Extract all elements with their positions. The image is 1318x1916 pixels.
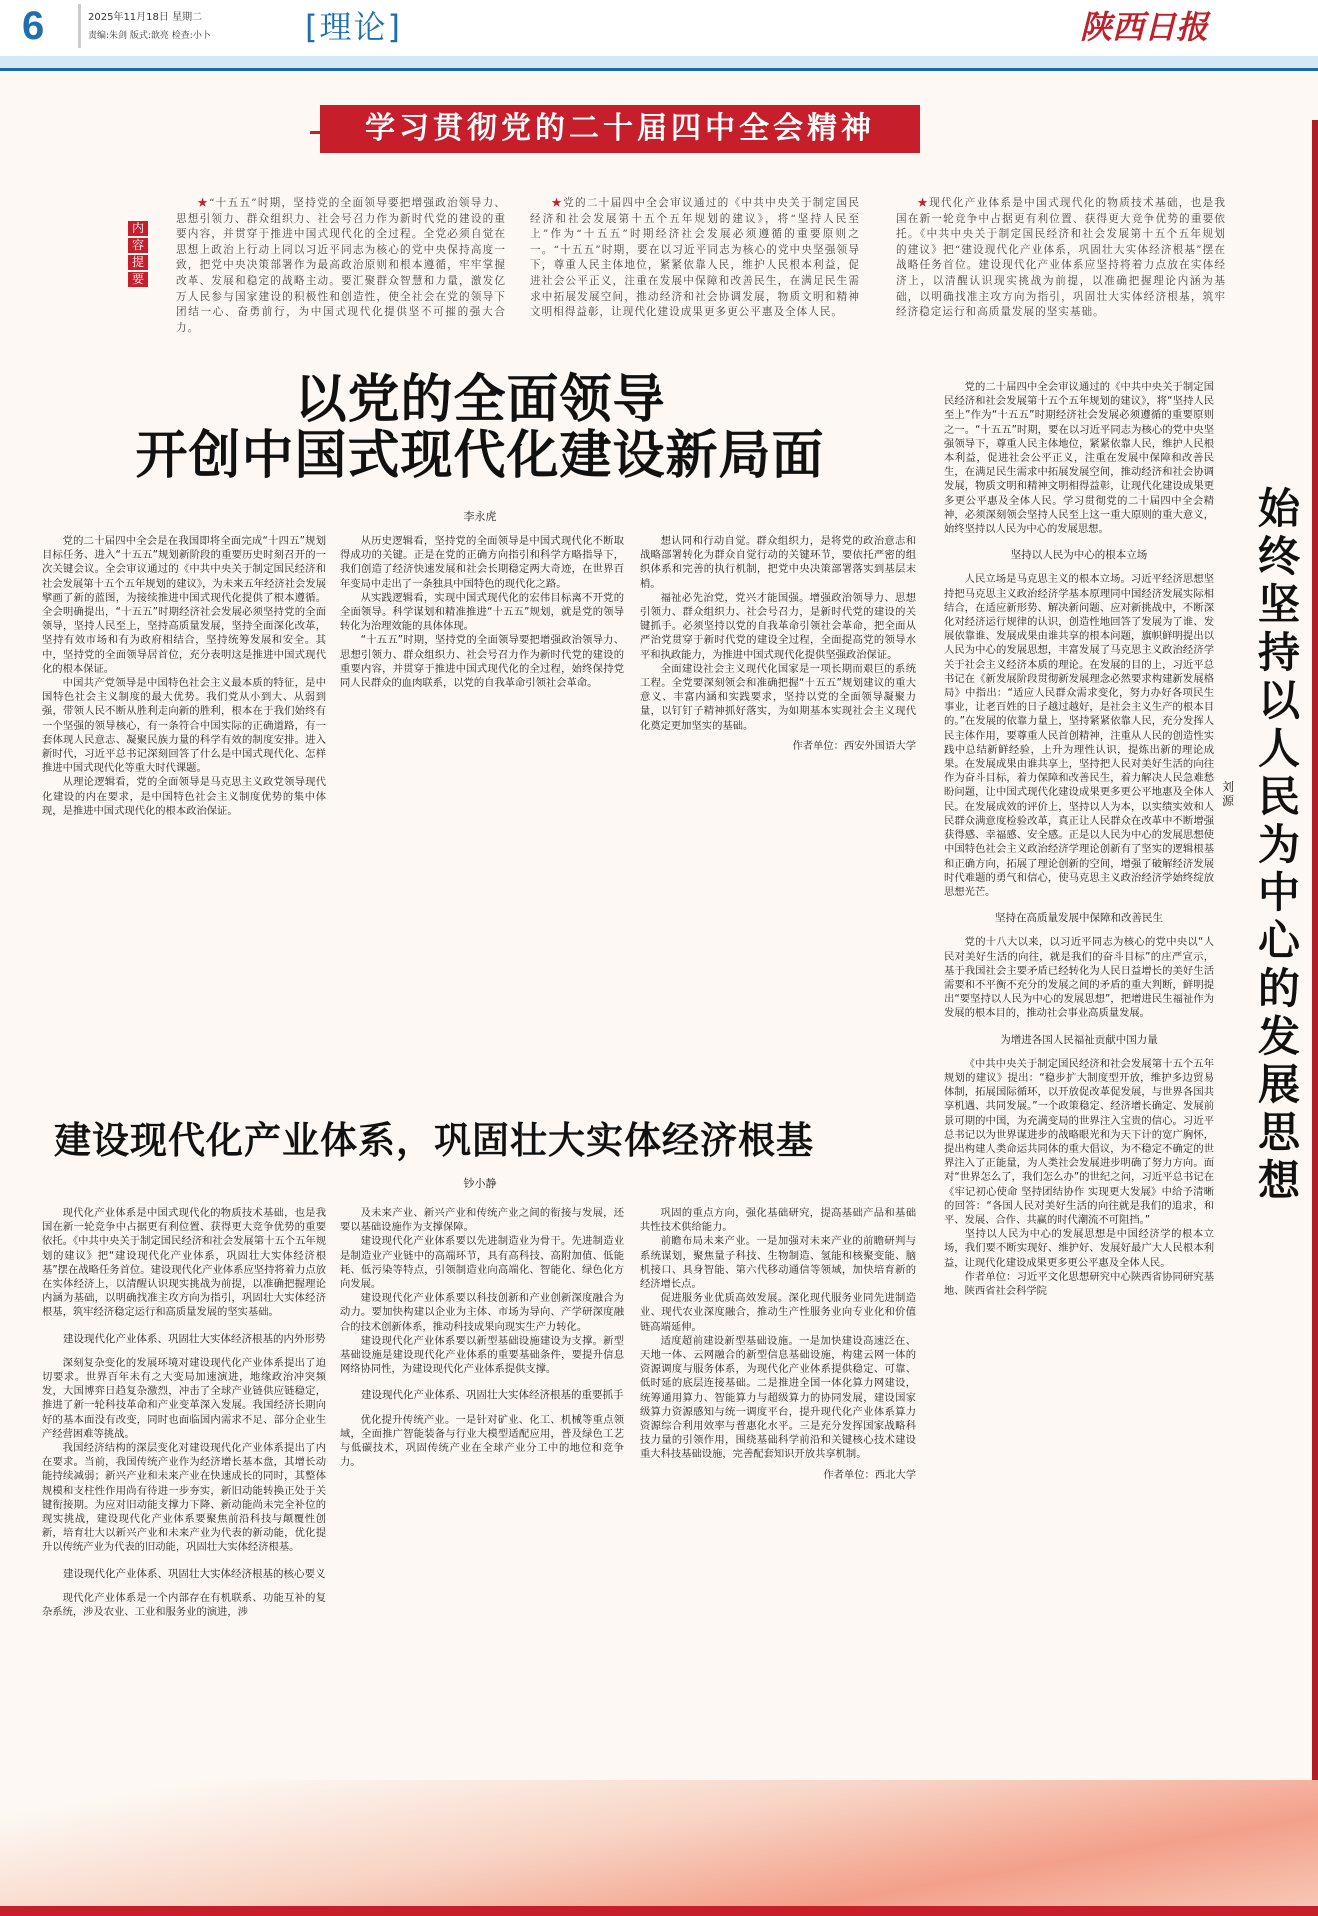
topic-banner: 学习贯彻党的二十届四中全会精神 [320, 105, 920, 153]
article1-col2 [340, 534, 624, 1074]
article2-headline: 建设现代化产业体系，巩固壮大实体经济根基 [54, 1119, 814, 1162]
star-icon: ★ [197, 197, 210, 209]
masthead [0, 0, 1318, 56]
paragraph: 巩固的重点方向，强化基础研究，提高基础产品和基础共性技术供给能力。 [640, 1207, 916, 1234]
paragraph: 现代化产业体系是一个内部存在有机联系、功能互补的复杂系统，涉及农业、工业和服务业的演进，涉 [42, 1591, 326, 1619]
masthead-band [0, 56, 1318, 68]
article1-headline: 以党的全面领导 开创中国式现代化建设新局面 [135, 370, 825, 486]
paper-logo: 陕西日报 [1080, 8, 1209, 46]
paragraph: 促进服务业优质高效发展。深化现代服务业同先进制造业、现代农业深度融合，推动生产性服务业向专业化和价值链高端延伸。 [640, 1292, 916, 1333]
paragraph: 建设现代化产业体系要以科技创新和产业创新深度融合为动力。要加快构建以企业为主体、市场为导向、产学研深度融合的技术创新体系，推动科技成果向现实生产力转化。 [340, 1292, 624, 1333]
paragraph: 前瞻布局未来产业。一是加强对未来产业的前瞻研判与系统谋划，聚焦量子科技、生物制造、氢能和核聚变能、脑机接口、具身智能、第六代移动通信等领域，加快培育新的经济增长点。 [640, 1235, 916, 1291]
paragraph: 优化提升传统产业。一是针对矿业、化工、机械等重点领域，全面推广智能装备与行业大模型适配应用，普及绿色工艺与低碳技术，巩固传统产业在全球产业分工中的地位和竞争力。 [340, 1413, 624, 1469]
article2-subheading: 建设现代化产业体系、巩固壮大实体经济根基的重要抓手 [361, 1389, 624, 1402]
paragraph: 党的二十届四中全会是在我国即将全面完成“十四五”规划目标任务、进入“十五五”规划新阶段的重要历史时刻召开的一次关键会议。全会审议通过的《中共中央关于制定国民经济和社会发展第十五个五年规划的建议》，为未来五年经济社会发展擘画了新的蓝图，为接续推进中国式现代化提供了根本遵循。全会明确提出，“十五五”时期经济社会发展必须坚持党的全面领导，坚持人民至上，坚持高质量发展，坚持全面深化改革，坚持有效市场和有为政府相结合，坚持统筹发展和安全。其中，坚持党的全面领导居首位，充分表明这是推进中国式现代化的根本保证。 [42, 535, 326, 675]
paragraph: 人民立场是马克思主义的根本立场。习近平经济思想坚持把马克思主义政治经济学基本原理同中国经济发展实际相结合，在适应新形势、解决新问题、应对新挑战中，不断深化对经济运行规律的认识，创造性地回答了发展为了谁、发展依靠谁、发展成果由谁共享的根本问题，旗帜鲜明提出以人民为中心的发展思想，丰富发展了马克思主义政治经济学关于社会主义经济本质的理论。在发展的目的上，习近平总书记在《新发展阶段贯彻新发展理念必然要求构建新发展格局》中指出：“适应人民群众需求变化，努力办好各项民生事业，让老百姓的日子越过越好，是社会主义生产的根本目的。”在发展的依靠力量上，坚持紧紧依靠人民，充分发挥人民主体作用，要尊重人民首创精神，注重从人民的创造性实践中总结新鲜经验，上升为理性认识，提炼出新的理论成果。在发展成果由谁共享上，坚持把人民对美好生活的向往作为奋斗目标，着力保障和改善民生，着力解决人民急难愁盼问题，让中国式现代化建设成果更多更公平地惠及全体人民。在发展成效的评价上，坚持以人为本，以实绩实效和人民群众满意度检验改革，真正让人民群众在改革中不断增强获得感、幸福感、安全感。正是以人民为中心的发展思想使中国特色社会主义政治经济学理论创新有了坚实的逻辑根基和正确方向，拓展了理论创新的空间，增强了破解经济发展时代难题的勇气和信心，使马克思主义政治经济学始终绽放思想光芒。 [944, 573, 1214, 898]
paragraph: 适度超前建设新型基础设施。一是加快建设高速泛在、天地一体、云网融合的新型信息基础设施，构建云网一体的资源调度与服务体系，为现代化产业体系提供稳定、可靠、低时延的底层连接基础。二是推进全国一体化算力网建设，统筹通用算力、智能算力与超级算力的协同发展，建设国家级算力资源感知与统一调度平台，提升现代化产业体系算力资源综合利用效率与普惠化水平。三是充分发挥国家战略科技力量的引领作用，围绕基础科学前沿和关键核心技术建设重大科技基础设施，完善配套知识开放共享机制。 [640, 1334, 916, 1461]
article1-author: 李永虎 [463, 510, 497, 523]
article3-vertical-title: 始终坚持以人民为中心的发展思想 [1257, 484, 1300, 1205]
article3-subheading: 坚持在高质量发展中保障和改善民生 [995, 912, 1163, 925]
article2-col3 [640, 1206, 916, 1796]
summary-tag-char: 提 [128, 255, 148, 270]
paragraph: 建设现代化产业体系要以先进制造业为骨干。先进制造业是制造业产业链中的高端环节，具有高科技、高附加值、低能耗、低污染等特点，引领制造业向高端化、智能化、绿色化方向发展。 [340, 1235, 624, 1291]
summary-item: ★“十五五”时期，坚持党的全面领导要把增强政治领导力、思想引领力、群众组织力、社会号召力作为新时代党的建设的重要内容，并贯穿于推进中国式现代化的全过程。全党必须自觉在思想上政治上行动上同以习近平同志为核心的党中央保持高度一致，把党中央决策部署作为最高政治原则和根本遵循，牢牢掌握改革、发展和稳定的战略主动。要汇聚群众智慧和力量，激发亿万人民参与国家建设的积极性和创造性，使全社会在党的领导下团结一心、奋勇前行，为中国式现代化提供坚不可摧的强大合力。 [176, 197, 507, 334]
paragraph: 党的十八大以来，以习近平同志为核心的党中央以“人民对美好生活的向往，就是我们的奋斗目标”的庄严宣示，基于我国社会主要矛盾已经转化为人民日益增长的美好生活需要和不平衡不充分的发展之间的矛盾的重大判断，鲜明提出“要坚持以人民为中心的发展思想”，把增进民生福祉作为发展的根本目的，推动社会事业高质量发展。 [944, 936, 1214, 1020]
article3-author: 刘源 [1222, 780, 1235, 808]
star-icon: ★ [917, 197, 930, 209]
footer-decoration [0, 1780, 1318, 1906]
article2-unit: 作者单位：西北大学 [823, 1468, 916, 1481]
article1-unit: 作者单位：西安外国语大学 [792, 739, 916, 752]
article3-subheading: 为增进各国人民福祉贡献中国力量 [1000, 1033, 1158, 1046]
paragraph: 现代化产业体系是中国式现代化的物质技术基础，也是我国在新一轮竞争中占据更有利位置、获得更大竞争优势的重要依托。《中共中央关于制定国民经济和社会发展第十五个五年规划的建议》把“建设现代化产业体系，巩固壮大实体经济根基”摆在战略任务首位。建设现代化产业体系应坚持将着力点放在实体经济上，以清醒认识现实挑战为前提，以准确把握理论内涵为基础，以明确找准主攻方向为指引，巩固壮大实体经济根基，筑牢经济稳定运行和高质量发展的坚实基础。 [42, 1207, 326, 1319]
editor-credits: 责编:朱剑 版式:歆亮 检查:小卜 [88, 31, 211, 41]
article3-unit: 作者单位：习近平文化思想研究中心陕西省协同研究基地、陕西省社会科学院 [944, 1270, 1214, 1297]
paragraph: 《中共中央关于制定国民经济和社会发展第十五个五年规划的建议》提出：“稳步扩大制度型开放，维护多边贸易体制，拓展国际循环，以开放促改革促发展，与世界各国共享机遇、共同发展。”一个政策稳定、经济增长确定、发展前景可期的中国，为充满变局的世界注入宝贵的信心。习近平总书记以为世界谋进步的战略眼光和为天下计的宽广胸怀，提出构建人类命运共同体的重大倡议，为不稳定不确定的世界注入了正能量，为人类社会发展进步明确了努力方向。面对“世界怎么了，我们怎么办”的世纪之问，习近平总书记在《牢记初心使命 坚持团结协作 实现更大发展》中给予清晰的回答：“各国人民对美好生活的向往就是我们的追求，和平、发展、合作、共赢的时代潮流不可阻挡。” [944, 1057, 1214, 1226]
summary-item: ★现代化产业体系是中国式现代化的物质技术基础，也是我国在新一轮竞争中占据更有利位置、获得更大竞争优势的重要依托。《中共中央关于制定国民经济和社会发展第十五个五年规划的建议》把“建设现代化产业体系，巩固壮大实体经济根基”摆在战略任务首位。建设现代化产业体系应坚持将着力点放在实体经济上，以清醒认识现实挑战为前提，以准确把握理论内涵为基础，以明确找准主攻方向为指引，巩固壮大实体经济根基，筑牢经济稳定运行和高质量发展的坚实基础。 [896, 197, 1226, 319]
summary-item: ★党的二十届四中全会审议通过的《中共中央关于制定国民经济和社会发展第十五个五年规划的建议》，将“坚持人民至上”作为“十五五”时期经济社会发展必须遵循的重要原则之一。“十五五”时期，要在以习近平同志为核心的党中央坚强领导下，尊重人民主体地位，紧紧依靠人民，维护人民根本利益，促进社会公平正义，注重在发展中保障和改善民生，在满足民生需求中拓展发展空间，推动经济和社会协调发展，物质文明和精神文明相得益彰，让现代化建设成果更多更公平惠及全体人民。 [530, 197, 860, 319]
paragraph: 党的二十届四中全会审议通过的《中共中央关于制定国民经济和社会发展第十五个五年规划的建议》，将“坚持人民至上”作为“十五五”时期经济社会发展必须遵循的重要原则之一。“十五五”时期，要在以习近平同志为核心的党中央坚强领导下，尊重人民主体地位，紧紧依靠人民，维护人民根本利益，促进社会公平正义，注重在发展中保障和改善民生，在满足民生需求中拓展发展空间，推动经济和社会协调发展，物质文明和精神文明相得益彰，让现代化建设成果更多更公平惠及全体人民。学习贯彻党的二十届四中全会精神，必须深刻领会坚持人民至上这一重大原则的重大意义，始终坚持以人民为中心的发展思想。 [944, 381, 1214, 536]
section-tag: [理论] [305, 8, 402, 46]
article2-col1 [42, 1206, 326, 1796]
star-icon: ★ [551, 197, 564, 209]
article3-subheading: 坚持以人民为中心的根本立场 [1010, 549, 1148, 562]
article2-subheading: 建设现代化产业体系、巩固壮大实体经济根基的内外形势 [63, 1332, 326, 1345]
paragraph: 从实践逻辑看，实现中国式现代化的宏伟目标离不开党的全面领导。科学谋划和精准推进“十五五”规划，就是党的领导转化为治理效能的具体体现。 [340, 591, 624, 633]
summary-tag-char: 内 [128, 221, 148, 236]
page-number: 6 [22, 4, 45, 48]
summary-tag-char: 容 [128, 238, 148, 253]
article1-col1 [42, 534, 326, 1074]
article2-col2 [340, 1206, 624, 1796]
paragraph: 想认同和行动自觉。群众组织力，是将党的政治意志和战略部署转化为群众自觉行动的关键环节，要依托严密的组织体系和完善的执行机制，把党中央决策部署落实到基层末梢。 [640, 535, 916, 590]
paragraph: 中国共产党领导是中国特色社会主义最本质的特征，是中国特色社会主义制度的最大优势。我们党从小到大、从弱到强，带领人民不断从胜利走向新的胜利，根本在于我们始终有一个坚强的领导核心，有一条符合中国实际的正确道路，有一套体现人民意志、凝聚民族力量的科学有效的制度安排。进入新时代，习近平总书记深刻回答了什么是中国式现代化、怎样推进中国式现代化等重大时代课题。 [42, 677, 326, 775]
article2-subheading: 建设现代化产业体系、巩固壮大实体经济根基的核心要义 [63, 1567, 326, 1580]
paragraph: 从理论逻辑看，党的全面领导是马克思主义政党领导现代化建设的内在要求，是中国特色社会主义制度优势的集中体现，是推进中国式现代化的根本政治保证。 [42, 776, 326, 817]
article1-col3 [640, 534, 916, 1074]
masthead-rule [0, 68, 1318, 71]
summary-tag-char: 要 [128, 272, 148, 287]
paragraph: 我国经济结构的深层变化对建设现代化产业体系提出了内在要求。当前，我国传统产业作为经济增长基本盘，其增长动能持续减弱；新兴产业和未来产业在快速成长的同时，其整体规模和支柱性作用尚有待进一步夯实，新旧动能转换正处于关键衔接期。为应对旧动能支撑力下降、新动能尚未完全补位的现实挑战，建设现代化产业体系要聚焦前沿科技与颠覆性创新，培育壮大以新兴产业和未来产业为代表的新动能，优化提升以传统产业为代表的旧动能，巩固壮大实体经济根基。 [42, 1442, 326, 1554]
article2-author: 钞小静 [463, 1177, 497, 1190]
masthead-divider [78, 4, 81, 48]
paragraph: 深刻复杂变化的发展环境对建设现代化产业体系提出了迫切要求。世界百年未有之大变局加速演进，地缘政治冲突频发，大国博弈日趋复杂激烈，冲击了全球产业链供应链稳定，推进了新一轮科技革命和产业变革深入发展。我国经济长期向好的基本面没有改变，同时也面临国内需求不足、部分企业生产经营困难等挑战。 [42, 1356, 326, 1440]
paragraph: 坚持以人民为中心的发展思想是中国经济学的根本立场，我们要不断实现好、维护好、发展好最广大人民根本利益，让现代化建设成果更多更公平惠及全体人民。 [944, 1228, 1214, 1269]
paragraph: 全面建设社会主义现代化国家是一项长期而艰巨的系统工程。全党要深刻领会和准确把握“十五五”规划建议的重大意义、丰富内涵和实践要求，坚持以党的全面领导凝聚力量，以钉钉子精神抓好落实，为如期基本实现社会主义现代化奠定更加坚实的基础。 [640, 662, 916, 732]
paragraph: 及未来产业、新兴产业和传统产业之间的衔接与发展，还要以基础设施作为支撑保障。 [340, 1207, 624, 1234]
paragraph: 福祉必先治党，党兴才能国强。增强政治领导力、思想引领力、群众组织力、社会号召力，是新时代党的建设的关键抓手。必须坚持以党的自我革命引领社会革命，把全面从严治党贯穿于新时代党的建设全过程，全面提高党的领导水平和执政能力，为推进中国式现代化提供坚强政治保证。 [640, 591, 916, 661]
dateline: 2025年11月18日 星期二 [88, 12, 203, 23]
paragraph: “十五五”时期，坚持党的全面领导要把增强政治领导力、思想引领力、群众组织力、社会号召力作为新时代党的建设的重要内容，并贯穿于推进中国式现代化的全过程，始终保持党同人民群众的血肉联系，以党的自我革命引领社会革命。 [340, 634, 624, 690]
paragraph: 从历史逻辑看，坚持党的全面领导是中国式现代化不断取得成功的关键。正是在党的正确方向指引和科学方略指导下，我们创造了经济快速发展和社会长期稳定两大奇迹，在世界百年变局中走出了一条独具中国特色的现代化之路。 [340, 535, 624, 590]
right-border [1312, 120, 1318, 1916]
article3-col [944, 380, 1214, 1780]
summary-tag [128, 221, 148, 289]
paragraph: 建设现代化产业体系要以新型基础设施建设为支撑。新型基础设施是建设现代化产业体系的重要基础条件，要提升信息网络协同性，为建设现代化产业体系提供支撑。 [340, 1334, 624, 1376]
footer-bar [0, 1906, 1318, 1916]
